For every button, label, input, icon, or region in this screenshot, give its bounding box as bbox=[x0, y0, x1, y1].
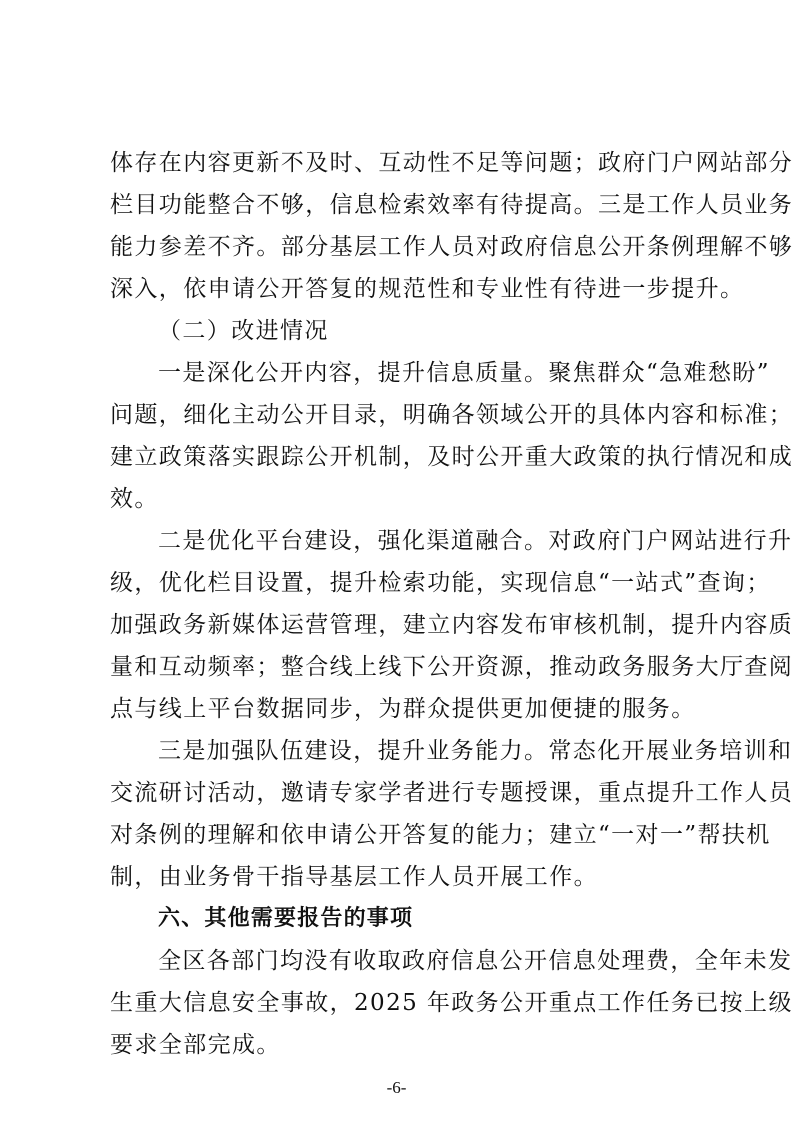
body-text-line: 深入，依申请公开答复的规范性和专业性有待进一步提升。 bbox=[110, 276, 745, 302]
body-text-line: 量和互动频率；整合线上线下公开资源，推动政务服务大厅查阅 bbox=[110, 654, 793, 680]
body-text-line: 问题，细化主动公开目录，明确各领域公开的具体内容和标准； bbox=[110, 402, 793, 428]
body-text-line: 点与线上平台数据同步，为群众提供更加便捷的服务。 bbox=[110, 696, 696, 722]
paragraph-first-line: 三是加强队伍建设，提升业务能力。常态化开展业务培训和 bbox=[158, 738, 793, 764]
body-text-line: 级，优化栏目设置，提升检索功能，实现信息“一站式”查询； bbox=[110, 570, 771, 596]
body-text-line: 对条例的理解和依申请公开答复的能力；建立“一对一”帮扶机 bbox=[110, 822, 771, 848]
section-heading: 六、其他需要报告的事项 bbox=[158, 906, 414, 931]
body-text-line: 效。 bbox=[110, 486, 159, 512]
body-text-line: 要求全部完成。 bbox=[110, 1032, 281, 1058]
subsection-heading: （二）改进情况 bbox=[158, 318, 329, 344]
body-text-line: 体存在内容更新不及时、互动性不足等问题；政府门户网站部分 bbox=[110, 150, 793, 176]
paragraph-first-line: 全区各部门均没有收取政府信息公开信息处理费，全年未发 bbox=[158, 948, 793, 974]
body-text-line: 生重大信息安全事故，2025 年政务公开重点工作任务已按上级 bbox=[110, 990, 793, 1016]
body-text-line: 加强政务新媒体运营管理，建立内容发布审核机制，提升内容质 bbox=[110, 612, 793, 638]
body-text-line: 制，由业务骨干指导基层工作人员开展工作。 bbox=[110, 864, 598, 890]
body-text-line: 能力参差不齐。部分基层工作人员对政府信息公开条例理解不够 bbox=[110, 234, 793, 260]
body-text-line: 建立政策落实跟踪公开机制，及时公开重大政策的执行情况和成 bbox=[110, 444, 793, 470]
paragraph-first-line: 一是深化公开内容，提升信息质量。聚焦群众“急难愁盼” bbox=[158, 360, 770, 386]
body-text-line: 栏目功能整合不够，信息检索效率有待提高。三是工作人员业务 bbox=[110, 192, 793, 218]
paragraph-first-line: 二是优化平台建设，强化渠道融合。对政府门户网站进行升 bbox=[158, 528, 793, 554]
body-text-line: 交流研讨活动，邀请专家学者进行专题授课，重点提升工作人员 bbox=[110, 780, 793, 806]
page-number: -6- bbox=[386, 1078, 407, 1097]
